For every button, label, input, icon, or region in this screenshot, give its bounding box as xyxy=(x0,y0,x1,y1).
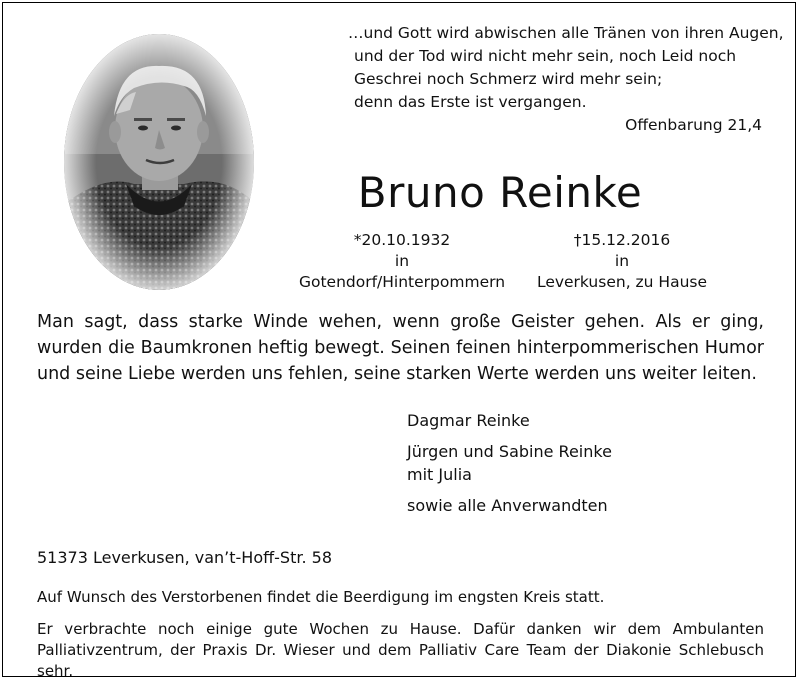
verse-line: …und Gott wird abwischen alle Tränen von ihren Augen, xyxy=(348,24,784,42)
death-in: in xyxy=(614,252,630,270)
spacer xyxy=(407,486,707,494)
mourner-name: Jürgen und Sabine Reinke xyxy=(407,442,612,461)
death-info xyxy=(502,230,742,293)
address: 51373 Leverkusen, van’t-Hoff-Str. 58 xyxy=(37,548,332,567)
funeral-note: Auf Wunsch des Verstorbenen findet die Beerdigung im engsten Kreis statt. xyxy=(37,588,605,606)
death-place: Leverkusen, zu Hause xyxy=(536,273,708,291)
verse-line: Geschrei noch Schmerz wird mehr sein; xyxy=(354,70,663,88)
mourner-name: Dagmar Reinke xyxy=(407,411,530,430)
portrait-photo xyxy=(64,34,254,290)
mourner-name: mit Julia xyxy=(407,465,472,484)
mourners-list xyxy=(407,409,707,517)
birth-info xyxy=(284,230,520,293)
death-date: †15.12.2016 xyxy=(573,231,671,249)
verse-line: und der Tod wird nicht mehr sein, noch Leid noch xyxy=(354,47,737,65)
verse-line: denn das Erste ist vergangen. xyxy=(354,93,587,111)
birth-date: *20.10.1932 xyxy=(353,231,451,249)
mourner-name: sowie alle Anverwandten xyxy=(407,496,608,515)
deceased-name: Bruno Reinke xyxy=(357,168,643,217)
thanks-text: Er verbrachte noch einige gute Wochen zu Hause. Dafür danken wir dem Ambulanten Palliativzentrum, der Praxis Dr. Wieser und dem Palliativ Care Team der Diakonie Schlebusch sehr. xyxy=(37,620,764,680)
verse-reference: Offenbarung 21,4 xyxy=(625,116,762,134)
birth-in: in xyxy=(394,252,410,270)
memorial-text: Man sagt, dass starke Winde wehen, wenn große Geister gehen. Als er ging, wurden die Baumkronen heftig bewegt. Seinen feinen hinterpommerischen Humor und seine Liebe werden uns fehlen, seine starken Werte werden uns weiter leiten. xyxy=(37,312,764,384)
bible-verse xyxy=(340,22,784,137)
spacer xyxy=(407,432,707,440)
birth-place: Gotendorf/Hinterpommern xyxy=(298,273,506,291)
